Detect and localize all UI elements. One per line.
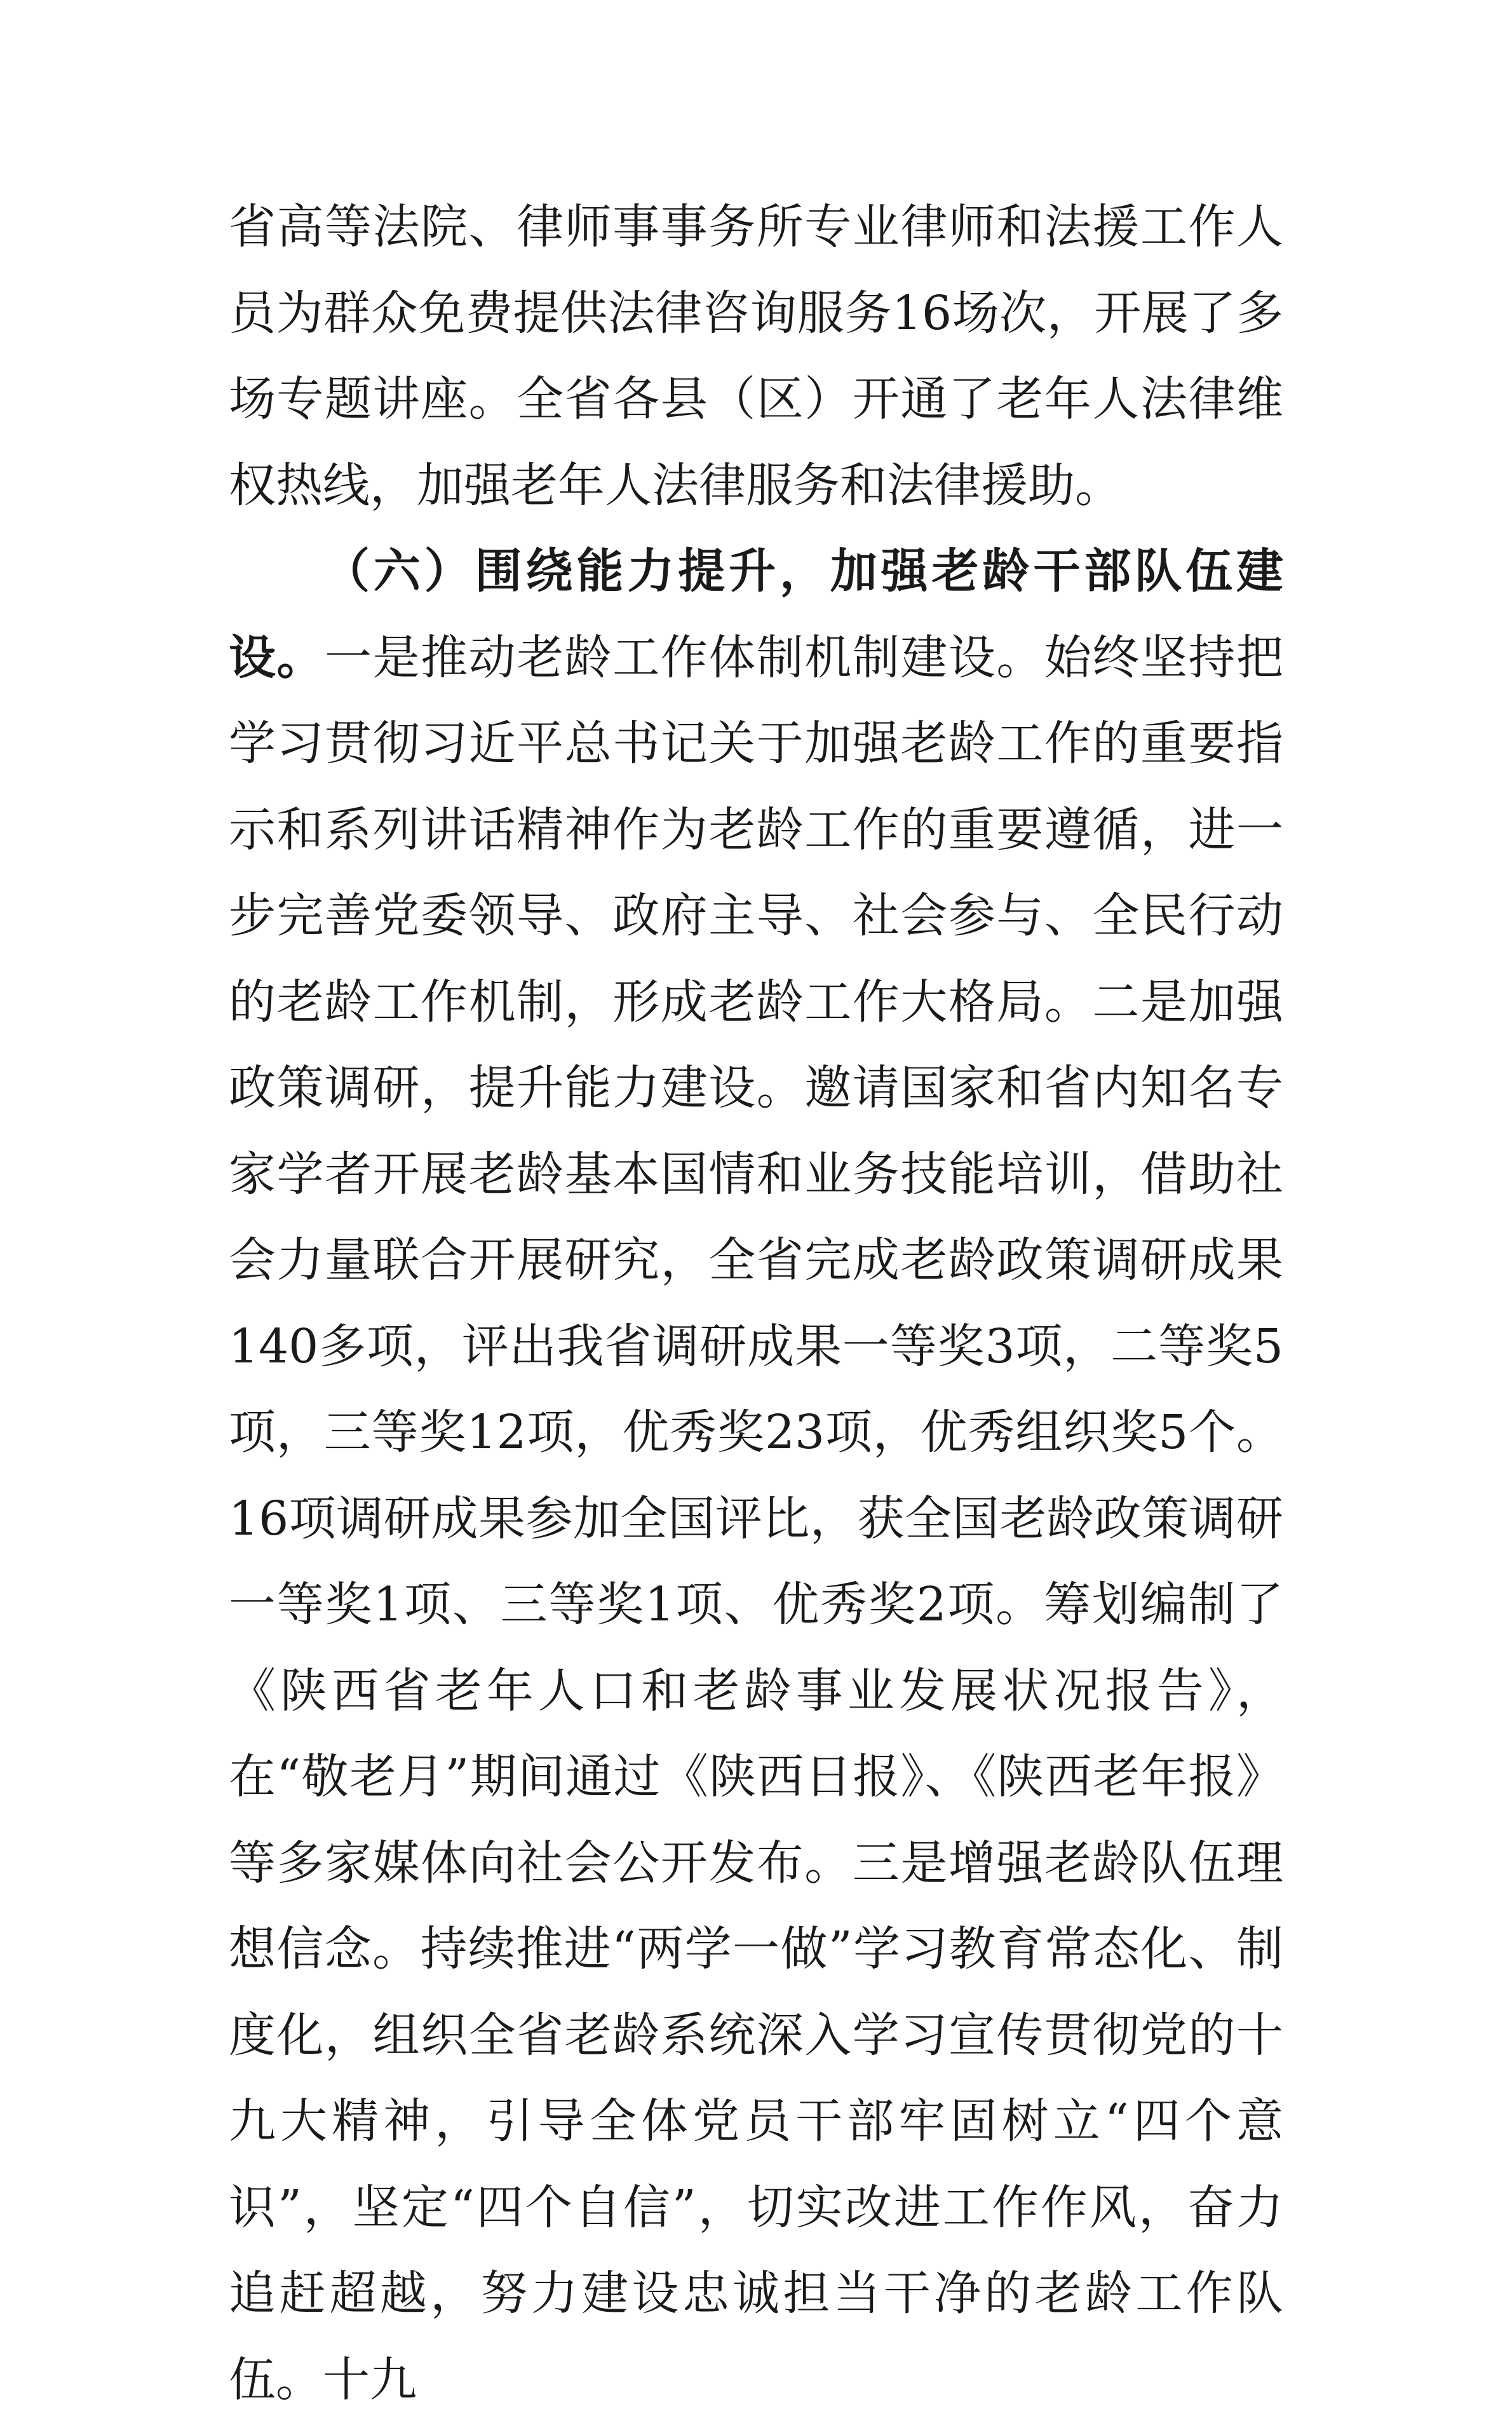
- paragraph-text: 一是推动老龄工作体制机制建设。始终坚持把学习贯彻习近平总书记关于加强老龄工作的重要指示和系列讲话精神作为老龄工作的重要遵循，进一步完善党委领导、政府主导、社会参与、全民行动的老龄工作机制，形成老龄工作大格局。二是加强政策调研，提升能力建设。邀请国家和省内知名专家学者开展老龄基本国情和业务技能培训，借助社会力量联合开展研究，全省完成老龄政策调研成果140多项，评出我省调研成果一等奖3项，二等奖5项，三等奖12项，优秀奖23项，优秀组织奖5个。16项调研成果参加全国评比，获全国老龄政策调研一等奖1项、三等奖1项、优秀奖2项。筹划编制了《陕西省老年人口和老龄事业发展状况报告》，在“敬老月”期间通过《陕西日报》、《陕西老年报》等多家媒体向社会公开发布。三是增强老龄队伍理想信念。持续推进“两学一做”学习教育常态化、制度化，组织全省老龄系统深入学习宣传贯彻党的十九大精神，引导全体党员干部牢固树立“四个意识”，坚定“四个自信”，切实改进工作作风，奋力追赶超越，努力建设忠诚担当干净的老龄工作队伍。十九: [229, 630, 1284, 2407]
- paragraph-continuation: [229, 184, 1283, 529]
- paragraph-text: 省高等法院、律师事事务所专业律师和法援工作人员为群众免费提供法律咨询服务16场次，开展了多场专题讲座。全省各县（区）开通了老年人法律维权热线，加强老年人法律服务和法律援助。: [229, 200, 1283, 513]
- section-heading: （六）围绕能力提升，加强老龄干部队伍建设。: [229, 544, 1283, 685]
- paragraph-section-six: [229, 529, 1283, 2423]
- document-body: [229, 184, 1283, 2423]
